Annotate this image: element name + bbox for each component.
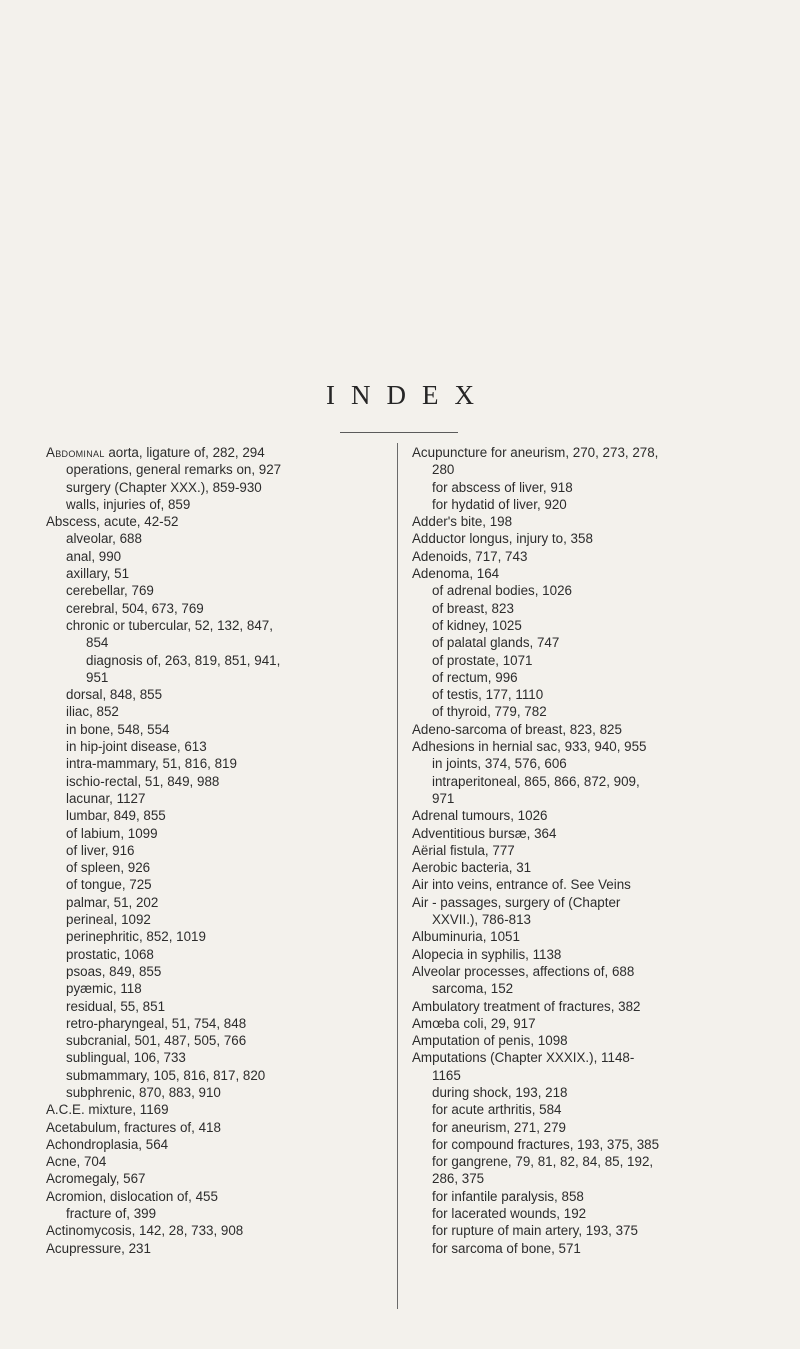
index-subentry (46, 634, 386, 651)
index-entry-text: Adventitious bursæ, 364 (412, 825, 557, 841)
index-entry-text: for abscess of liver, 918 (432, 479, 573, 495)
index-entry-text: Amputations (Chapter XXXIX.), 1148- (412, 1050, 635, 1066)
index-entry-text: dorsal, 848, 855 (66, 687, 163, 703)
index-entry-text: Aërial fistula, 777 (412, 842, 515, 858)
index-entry-text: subcranial, 501, 487, 505, 766 (66, 1033, 247, 1049)
index-entry-text: for infantile paralysis, 858 (432, 1188, 584, 1204)
index-subentry (46, 773, 386, 790)
index-entry-text: sublingual, 106, 733 (66, 1050, 186, 1066)
index-entry-text: 951 (86, 669, 109, 685)
index-subentry (412, 1205, 776, 1222)
index-subentry (46, 479, 386, 496)
index-entry-text: pyæmic, 118 (66, 981, 142, 997)
index-subentry (412, 980, 776, 997)
index-subentry (46, 617, 386, 634)
index-subentry (412, 1101, 776, 1118)
index-subentry (46, 859, 386, 876)
index-subentry (46, 1015, 386, 1032)
index-entry-text: Adhesions in hernial sac, 933, 940, 955 (412, 739, 647, 755)
index-entry (412, 998, 776, 1015)
index-entry-text: Air into veins, entrance of. See Veins (412, 877, 631, 893)
index-entry-text: Acromion, dislocation of, 455 (46, 1188, 218, 1204)
index-entry-text: intra-mammary, 51, 816, 819 (66, 756, 237, 772)
index-subentry (412, 669, 776, 686)
index-entry-text: of palatal glands, 747 (432, 635, 560, 651)
index-subentry (46, 755, 386, 772)
index-subentry (412, 755, 776, 772)
index-subentry (46, 946, 386, 963)
index-entry-text: Aerobic bacteria, 31 (412, 860, 532, 876)
index-subentry (46, 496, 386, 513)
index-subentry (46, 842, 386, 859)
index-entry-text: for rupture of main artery, 193, 375 (432, 1223, 638, 1239)
index-entry-text: surgery (Chapter XXX.), 859-930 (66, 479, 262, 495)
index-entry-text: of testis, 177, 1110 (432, 687, 544, 703)
index-entry-text: of kidney, 1025 (432, 617, 522, 633)
index-subentry (412, 790, 776, 807)
index-entry-text: of tongue, 725 (66, 877, 152, 893)
index-entry-text: psoas, 849, 855 (66, 963, 162, 979)
index-entry-text: of breast, 823 (432, 600, 514, 616)
index-entry (46, 1136, 386, 1153)
index-subentry (46, 703, 386, 720)
index-entry-text: Air - passages, surgery of (Chapter (412, 894, 621, 910)
index-column-left (46, 444, 386, 1257)
index-subentry (46, 669, 386, 686)
index-entry (412, 721, 776, 738)
index-subentry (46, 1049, 386, 1066)
index-entry-text: walls, injuries of, 859 (66, 496, 191, 512)
index-entry-text: Adder's bite, 198 (412, 514, 513, 530)
index-subentry (46, 565, 386, 582)
index-entry-text: perineal, 1092 (66, 912, 151, 928)
index-entry-text: 1165 (432, 1067, 461, 1083)
index-subentry (412, 686, 776, 703)
index-entry-text: Albuminuria, 1051 (412, 929, 520, 945)
index-entry-text: prostatic, 1068 (66, 946, 154, 962)
index-subentry (46, 1067, 386, 1084)
index-entry-text: of adrenal bodies, 1026 (432, 583, 572, 599)
index-entry (412, 928, 776, 945)
index-column-right (412, 444, 776, 1257)
index-entry-text: XXVII.), 786-813 (432, 912, 531, 928)
index-entry (412, 963, 776, 980)
index-subentry (412, 1119, 776, 1136)
index-subentry (46, 876, 386, 893)
index-entry-text: lumbar, 849, 855 (66, 808, 166, 824)
index-entry (46, 444, 386, 461)
index-entry-text: axillary, 51 (66, 566, 130, 582)
index-entry-text: perinephritic, 852, 1019 (66, 929, 206, 945)
index-subentry (46, 600, 386, 617)
index-entry-text: Alveolar processes, affections of, 688 (412, 963, 635, 979)
index-subentry (46, 1205, 386, 1222)
page-title: INDEX (326, 380, 490, 410)
index-entry (412, 1049, 776, 1066)
index-entry-text: subphrenic, 870, 883, 910 (66, 1084, 221, 1100)
index-entry-text: of prostate, 1071 (432, 652, 533, 668)
index-entry-text: of spleen, 926 (66, 860, 151, 876)
index-subentry (412, 634, 776, 651)
index-entry-text: Achondroplasia, 564 (46, 1136, 169, 1152)
index-entry (412, 842, 776, 859)
index-entry-text: Acromegaly, 567 (46, 1171, 146, 1187)
index-subentry (46, 686, 386, 703)
index-entry-text: Adductor longus, injury to, 358 (412, 531, 593, 547)
index-subentry (412, 911, 776, 928)
index-entry-text: retro-pharyngeal, 51, 754, 848 (66, 1015, 247, 1031)
index-subentry (46, 807, 386, 824)
index-entry (412, 876, 776, 893)
index-entry-text: submammary, 105, 816, 817, 820 (66, 1067, 266, 1083)
index-entry-text: for aneurism, 271, 279 (432, 1119, 566, 1135)
index-entry-text: 286, 375 (432, 1171, 485, 1187)
index-entry-text: Abscess, acute, 42-52 (46, 514, 179, 530)
index-entry (46, 1119, 386, 1136)
index-subentry (412, 1067, 776, 1084)
index-subentry (46, 894, 386, 911)
index-entry-text: intraperitoneal, 865, 866, 872, 909, (432, 773, 640, 789)
index-entry (46, 513, 386, 530)
index-entry-text: 971 (432, 790, 455, 806)
index-entry-text: aorta, ligature of, 282, 294 (104, 445, 265, 460)
index-subentry (46, 652, 386, 669)
column-divider (397, 443, 398, 1309)
index-entry-text: fracture of, 399 (66, 1206, 157, 1222)
index-subentry (412, 703, 776, 720)
index-entry-text: Acupuncture for aneurism, 270, 273, 278, (412, 445, 659, 460)
index-subentry (412, 461, 776, 478)
index-entry-text: during shock, 193, 218 (432, 1084, 568, 1100)
index-subentry (46, 1084, 386, 1101)
index-entry-text: alveolar, 688 (66, 531, 142, 547)
index-subentry (46, 548, 386, 565)
index-entry-text: of liver, 916 (66, 842, 135, 858)
index-entry (46, 1170, 386, 1187)
index-subentry (412, 600, 776, 617)
index-entry-text: Alopecia in syphilis, 1138 (412, 946, 562, 962)
index-entry-text: in joints, 374, 576, 606 (432, 756, 567, 772)
index-entry (412, 825, 776, 842)
index-entry-text: for compound fractures, 193, 375, 385 (432, 1136, 660, 1152)
index-entry-text: Adenoids, 717, 743 (412, 548, 528, 564)
index-subentry (412, 1153, 776, 1170)
index-entry (46, 1240, 386, 1257)
index-subentry (412, 1188, 776, 1205)
index-entry-text: cerebral, 504, 673, 769 (66, 600, 204, 616)
index-entry-text: Adrenal tumours, 1026 (412, 808, 548, 824)
index-entry-text: in bone, 548, 554 (66, 721, 170, 737)
index-subentry (46, 461, 386, 478)
index-entry-text: ischio-rectal, 51, 849, 988 (66, 773, 220, 789)
index-entry-text: of rectum, 996 (432, 669, 518, 685)
index-subentry (412, 582, 776, 599)
index-subentry (412, 1136, 776, 1153)
index-subentry (412, 1222, 776, 1239)
index-subentry (412, 1170, 776, 1187)
index-entry-text: for gangrene, 79, 81, 82, 84, 85, 192, (432, 1154, 654, 1170)
index-subentry (46, 721, 386, 738)
index-entry-text: Acne, 704 (46, 1154, 107, 1170)
index-entry (412, 513, 776, 530)
index-entry-text: A.C.E. mixture, 1169 (46, 1102, 169, 1118)
index-subentry (412, 479, 776, 496)
index-entry-text: chronic or tubercular, 52, 132, 847, (66, 617, 273, 633)
index-entry (412, 807, 776, 824)
index-entry-text: 280 (432, 462, 455, 478)
index-entry-lead: Abdominal (46, 445, 105, 460)
index-subentry (46, 582, 386, 599)
index-entry-text: 854 (86, 635, 109, 651)
index-entry-text: for acute arthritis, 584 (432, 1102, 562, 1118)
index-entry (412, 444, 776, 461)
index-entry (412, 738, 776, 755)
title-rule (340, 432, 458, 433)
index-subentry (412, 652, 776, 669)
index-subentry (46, 825, 386, 842)
index-entry (46, 1188, 386, 1205)
index-subentry (46, 928, 386, 945)
index-entry (412, 1032, 776, 1049)
index-subentry (46, 1032, 386, 1049)
index-subentry (46, 998, 386, 1015)
index-entry (412, 530, 776, 547)
index-entry-text: Adenoma, 164 (412, 566, 500, 582)
index-subentry (46, 530, 386, 547)
index-subentry (46, 790, 386, 807)
index-entry-text: of labium, 1099 (66, 825, 158, 841)
index-entry (412, 894, 776, 911)
index-entry-text: residual, 55, 851 (66, 998, 166, 1014)
index-entry-text: for sarcoma of bone, 571 (432, 1240, 581, 1256)
index-entry-text: Acupressure, 231 (46, 1240, 151, 1256)
index-subentry (46, 738, 386, 755)
index-entry-text: Amœba coli, 29, 917 (412, 1015, 536, 1031)
index-subentry (412, 496, 776, 513)
index-entry (412, 1015, 776, 1032)
index-entry-text: for hydatid of liver, 920 (432, 496, 567, 512)
index-subentry (412, 1240, 776, 1257)
index-entry-text: operations, general remarks on, 927 (66, 462, 282, 478)
index-subentry (46, 963, 386, 980)
index-entry-text: iliac, 852 (66, 704, 119, 720)
index-entry-text: Amputation of penis, 1098 (412, 1033, 568, 1049)
index-entry (412, 859, 776, 876)
index-entry-text: Ambulatory treatment of fractures, 382 (412, 998, 641, 1014)
index-entry-text: Acetabulum, fractures of, 418 (46, 1119, 221, 1135)
index-entry-text: sarcoma, 152 (432, 981, 514, 997)
index-entry-text: palmar, 51, 202 (66, 894, 159, 910)
index-entry-text: in hip-joint disease, 613 (66, 739, 207, 755)
index-entry-text: lacunar, 1127 (66, 790, 146, 806)
index-entry-text: cerebellar, 769 (66, 583, 154, 599)
index-subentry (46, 980, 386, 997)
index-subentry (412, 773, 776, 790)
index-entry (412, 946, 776, 963)
index-entry (412, 565, 776, 582)
index-subentry (412, 617, 776, 634)
index-subentry (412, 1084, 776, 1101)
index-entry (412, 548, 776, 565)
index-entry-text: Adeno-sarcoma of breast, 823, 825 (412, 721, 622, 737)
index-subentry (46, 911, 386, 928)
index-entry-text: diagnosis of, 263, 819, 851, 941, (86, 652, 281, 668)
index-entry-text: for lacerated wounds, 192 (432, 1206, 587, 1222)
index-entry (46, 1101, 386, 1118)
index-entry (46, 1153, 386, 1170)
index-entry-text: anal, 990 (66, 548, 122, 564)
index-entry-text: Actinomycosis, 142, 28, 733, 908 (46, 1223, 244, 1239)
index-entry-text: of thyroid, 779, 782 (432, 704, 547, 720)
index-entry (46, 1222, 386, 1239)
